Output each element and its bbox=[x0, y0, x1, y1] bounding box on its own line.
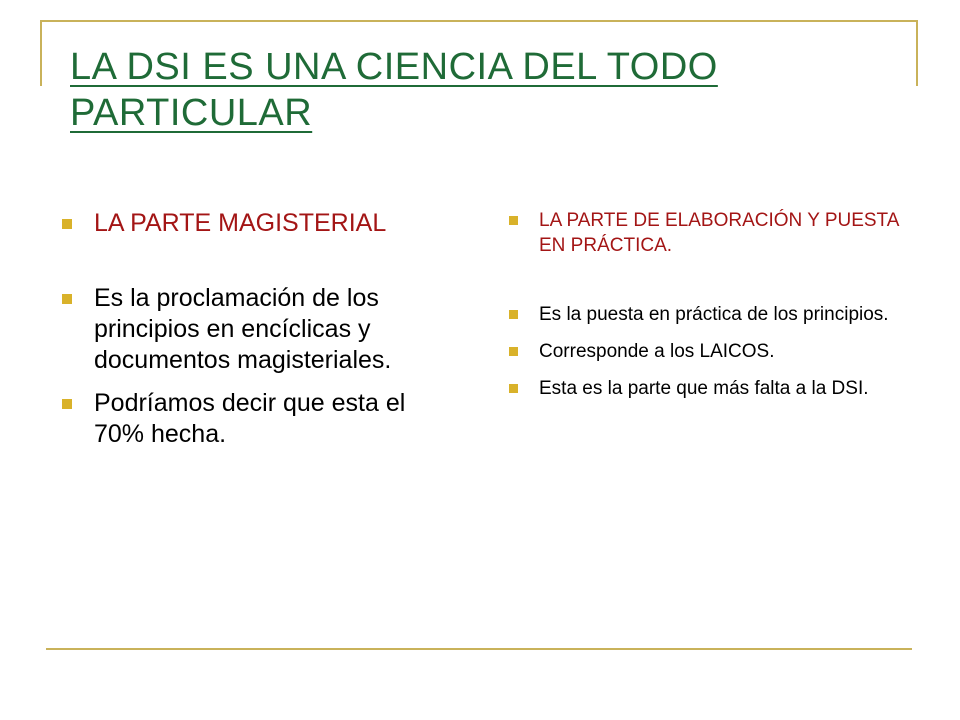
left-column-bullet bbox=[62, 388, 442, 450]
right-bullet-text: Corresponde a los LAICOS. bbox=[539, 341, 775, 362]
square-bullet-icon bbox=[62, 399, 72, 409]
right-column-heading bbox=[507, 208, 907, 258]
left-heading-text: LA PARTE MAGISTERIAL bbox=[94, 209, 387, 237]
slide-title: LA DSI ES UNA CIENCIA DEL TODO PARTICULAR bbox=[70, 46, 718, 134]
frame-left-rule bbox=[40, 20, 42, 86]
right-column-bullet bbox=[507, 376, 907, 401]
frame-right-rule bbox=[916, 20, 918, 86]
left-bullet-text: Es la proclamación de los principios en encíclicas y documentos magisteriales. bbox=[94, 284, 392, 374]
left-bullet-text: Podríamos decir que esta el 70% hecha. bbox=[94, 389, 406, 448]
square-bullet-icon bbox=[509, 216, 518, 225]
right-column-bullet bbox=[507, 339, 907, 364]
right-column-bullet bbox=[507, 302, 907, 327]
square-bullet-icon bbox=[509, 384, 518, 393]
right-bullet-text: Esta es la parte que más falta a la DSI. bbox=[539, 378, 869, 399]
square-bullet-icon bbox=[509, 347, 518, 356]
right-heading-text: LA PARTE DE ELABORACIÓN Y PUESTA EN PRÁCTICA. bbox=[539, 210, 899, 256]
left-column bbox=[62, 208, 442, 450]
right-column bbox=[507, 208, 907, 401]
left-column-heading bbox=[62, 208, 442, 239]
right-bullet-text: Es la puesta en práctica de los principios. bbox=[539, 304, 889, 325]
frame-bottom-rule bbox=[46, 648, 912, 650]
left-column-bullet bbox=[62, 283, 442, 376]
square-bullet-icon bbox=[62, 219, 72, 229]
square-bullet-icon bbox=[509, 310, 518, 319]
frame-top-rule bbox=[40, 20, 918, 22]
square-bullet-icon bbox=[62, 294, 72, 304]
